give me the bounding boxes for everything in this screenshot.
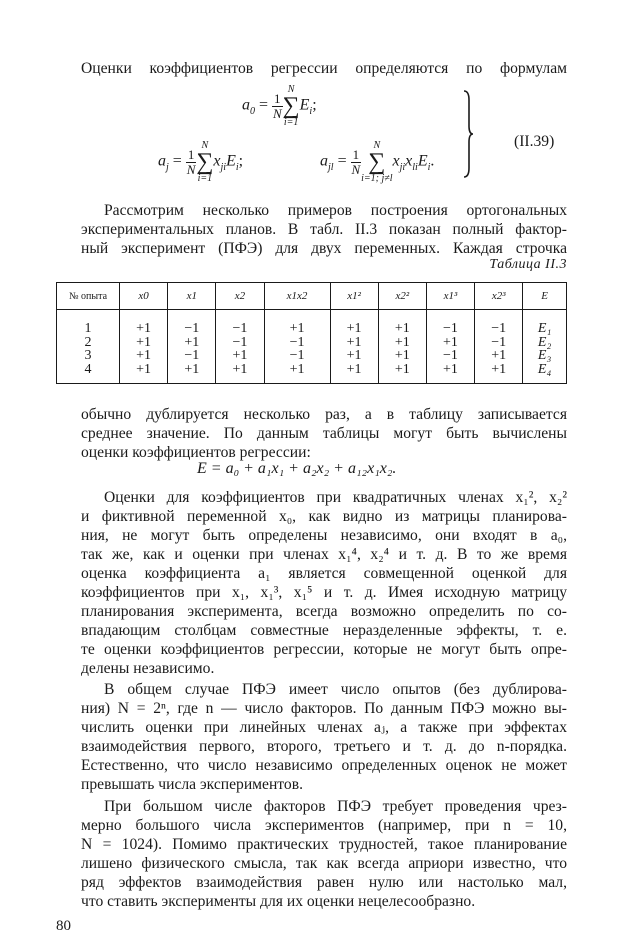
paragraph4-line: ния, не могут быть определены независимо, они входят в a₀, <box>81 527 567 544</box>
formula-a0: $a_0$ = $\frac{1}{N}$ N ∑ i=1 $E_i$; <box>242 84 317 128</box>
paragraph5-line: ния) N = 2ⁿ, где n — число факторов. По данным ПФЭ можно вы- <box>81 700 567 717</box>
formula-aj: $a_j$ = $\frac{1}{N}$ N ∑ i=1 $x_{ji}E_i$; <box>158 140 244 184</box>
table-cell: +1 <box>378 363 426 384</box>
paragraph4-line: коэффициентов при x₁, x₁³, x₁⁵ и т. д. Имея исходную матрицу <box>81 584 567 601</box>
table-cell: +1 <box>330 322 378 336</box>
table-cell: +1 <box>475 363 523 384</box>
table-cell: +1 <box>216 363 264 384</box>
paragraph2-line: экспериментальных планов. В табл. II.3 показан полный фактор- <box>81 221 567 238</box>
paragraph4-line: планирования эксперимента, всегда возможно определить по со- <box>81 603 567 620</box>
table-cell: E₁ <box>523 322 567 336</box>
paragraph5-line: В общем случае ПФЭ имеет число опытов (без дублирова- <box>104 681 567 698</box>
table-header: x0 <box>120 283 168 310</box>
paragraph6-line: мерно большого числа экспериментов (например, при n = 10, <box>81 817 567 834</box>
table-cell: 4 <box>57 363 120 384</box>
paragraph5-line: числить оценки при линейных членах aⱼ, а также при эффектах <box>81 719 567 736</box>
table-row <box>57 322 567 336</box>
table-cell: +1 <box>378 322 426 336</box>
table-row <box>57 349 567 363</box>
table-cell: +1 <box>378 349 426 363</box>
paragraph4-line: делены независимо. <box>81 660 215 677</box>
paragraph4-line: те оценки коэффициентов регрессии, которые не могут быть опре- <box>81 641 567 658</box>
table-header: x2 <box>216 283 264 310</box>
data-table <box>56 282 567 384</box>
table-cell: 1 <box>57 322 120 336</box>
paragraph3-line: обычно дублируется несколько раз, а в таблицу записывается <box>81 406 567 423</box>
paragraph4-line: так же, как и оценки при членах x₁⁴, x₂⁴ и т. д. В то же время <box>81 546 567 563</box>
table-header: E <box>523 283 567 310</box>
paragraph6-line: N = 1024). Помимо практических трудностей, такое планирование <box>81 836 567 853</box>
table-caption: Таблица II.3 <box>489 257 567 272</box>
equation-number: (II.39) <box>514 133 555 150</box>
table-cell: −1 <box>264 349 330 363</box>
table-row <box>57 336 567 350</box>
table-cell: −1 <box>475 336 523 350</box>
table-spacer <box>57 310 567 323</box>
table-header: x1³ <box>426 283 474 310</box>
table-cell: −1 <box>264 336 330 350</box>
table-cell: +1 <box>216 349 264 363</box>
paragraph2-line: Рассмотрим несколько примеров построения ортогональных <box>104 202 567 219</box>
table-cell: E₃ <box>523 349 567 363</box>
table-cell: −1 <box>168 349 216 363</box>
table-cell: 2 <box>57 336 120 350</box>
table-cell: +1 <box>426 336 474 350</box>
table-header: № опыта <box>57 283 120 310</box>
table-cell: +1 <box>426 363 474 384</box>
table-cell: 3 <box>57 349 120 363</box>
paragraph6-line: При большом числе факторов ПФЭ требует проведения чрез- <box>104 798 567 815</box>
page-number: 80 <box>56 918 71 934</box>
paragraph6-line: что ставить эксперименты для их оценки нецелесообразно. <box>81 893 476 910</box>
right-brace-icon <box>463 90 473 178</box>
table-cell: E₂ <box>523 336 567 350</box>
paragraph5-line: превышать числа экспериментов. <box>81 776 303 793</box>
table-cell: +1 <box>264 322 330 336</box>
table-cell: +1 <box>475 349 523 363</box>
table-header: x1x2 <box>264 283 330 310</box>
paragraph6-line: ряд эффектов взаимодействия равен нулю или настолько мал, <box>81 874 567 891</box>
table-cell: +1 <box>330 363 378 384</box>
table-header: x1 <box>168 283 216 310</box>
table-cell: −1 <box>426 349 474 363</box>
table-cell: +1 <box>120 336 168 350</box>
table-header: x1² <box>330 283 378 310</box>
table-header: x2² <box>378 283 426 310</box>
table-cell: +1 <box>378 336 426 350</box>
table-header: x2³ <box>475 283 523 310</box>
table-cell: +1 <box>330 349 378 363</box>
paragraph3-line: оценки коэффициентов регрессии: <box>81 444 311 461</box>
table-header-row <box>57 283 567 310</box>
table-cell: −1 <box>216 322 264 336</box>
regression-equation: E = a₀ + a₁x₁ + a₂x₂ + a₁₂x₁x₂. <box>197 460 397 477</box>
table-cell: +1 <box>330 336 378 350</box>
paragraph2-line: ный эксперимент (ПФЭ) для двух переменных. Каждая строчка <box>81 240 567 257</box>
paragraph5-line: взаимодействия первого, второго, третьего и т. д. до n-порядка. <box>81 738 567 755</box>
paragraph4-line: оценка коэффициента a₁ является совмещенной оценкой для <box>81 565 567 582</box>
table-cell: −1 <box>426 322 474 336</box>
table-row <box>57 363 567 384</box>
paragraph6-line: лишено физического смысла, так как всегда априори известно, что <box>81 855 567 872</box>
table-cell: E₄ <box>523 363 567 384</box>
paragraph3-line: среднее значение. По данным таблицы могут быть вычислены <box>81 425 567 442</box>
paragraph4-line: впадающим столбцам совместные неразделенные эффекты, т. е. <box>81 622 567 639</box>
table-cell: −1 <box>475 322 523 336</box>
table-cell: +1 <box>264 363 330 384</box>
paragraph4-line: и фиктивной переменной x₀, как видно из матрицы планирова- <box>81 508 567 525</box>
paragraph5-line: Естественно, что число независимо определенных оценок не может <box>81 757 567 774</box>
formula-ajl: $a_{jl}$ = $\frac{1}{N}$ N ∑ i=1; j≠l $x_{ji}x_{li}E_i$. <box>320 140 435 184</box>
table-cell: +1 <box>120 322 168 336</box>
table-cell: +1 <box>168 363 216 384</box>
table-cell: +1 <box>168 336 216 350</box>
intro-line: Оценки коэффициентов регрессии определяются по формулам <box>81 60 567 77</box>
table-cell: +1 <box>120 349 168 363</box>
paragraph4-line: Оценки для коэффициентов при квадратичных членах x₁², x₂² <box>104 489 567 506</box>
table-cell: −1 <box>168 322 216 336</box>
table-cell: −1 <box>216 336 264 350</box>
table-cell: +1 <box>120 363 168 384</box>
